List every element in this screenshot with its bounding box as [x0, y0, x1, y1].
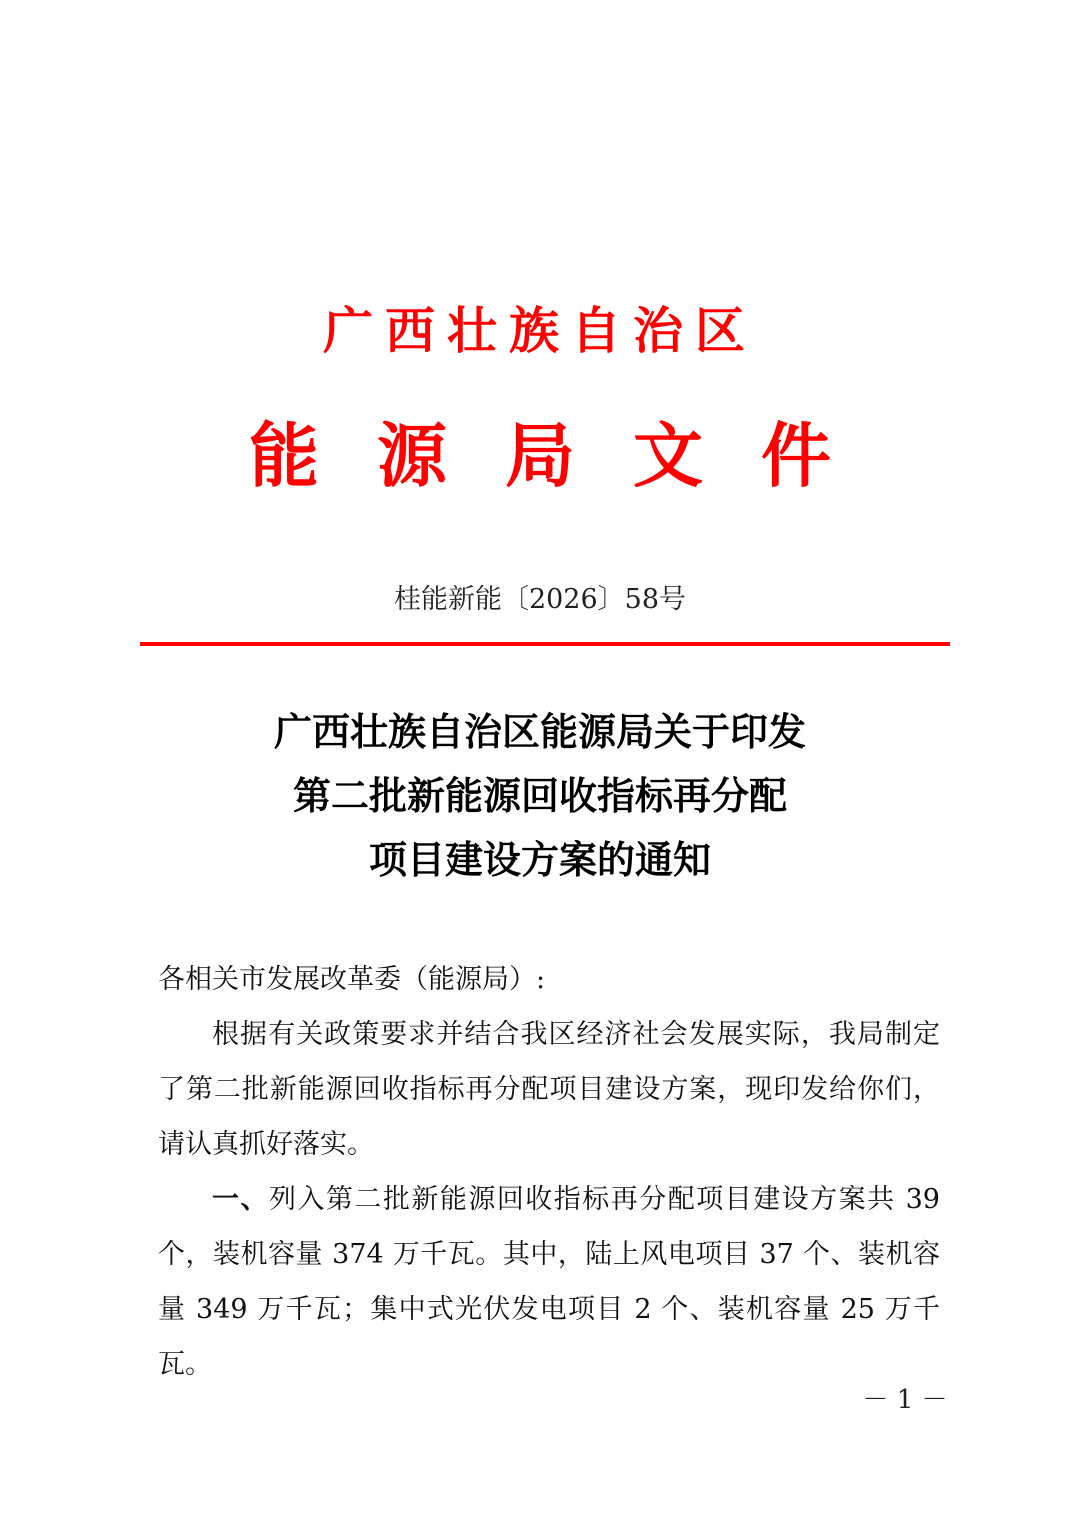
red-divider [140, 642, 950, 646]
title-line-3: 项目建设方案的通知 [368, 837, 711, 882]
paragraph-intro: 根据有关政策要求并结合我区经济社会发展实际，我局制定了第二批新能源回收指标再分配项目建设方案，现印发给你们，请认真抓好落实。 [158, 1019, 940, 1160]
document-title [0, 700, 1080, 892]
document-body [158, 952, 940, 1392]
item-number: 一、 [212, 1184, 269, 1215]
document-type-heading: 能源局文件 [249, 414, 889, 497]
page-number: － 1 － [862, 1385, 948, 1415]
agency-name: 广西壮族自治区 [323, 301, 757, 360]
salutation: 各相关市发展改革委（能源局）: [158, 964, 546, 995]
item-text: 列入第二批新能源回收指标再分配项目建设方案共 39 个，装机容量 374 万千瓦。其中，陆上风电项目 37 个、装机容量 349 万千瓦；集中式光伏发电项目 2 个、装机容量 25 万千瓦。 [158, 1184, 940, 1380]
paragraph-item-1 [158, 1172, 940, 1392]
title-line-2: 第二批新能源回收指标再分配 [292, 773, 787, 818]
document-number: 桂能新能〔2026〕58号 [393, 584, 687, 615]
title-line-1: 广西壮族自治区能源局关于印发 [273, 709, 806, 754]
